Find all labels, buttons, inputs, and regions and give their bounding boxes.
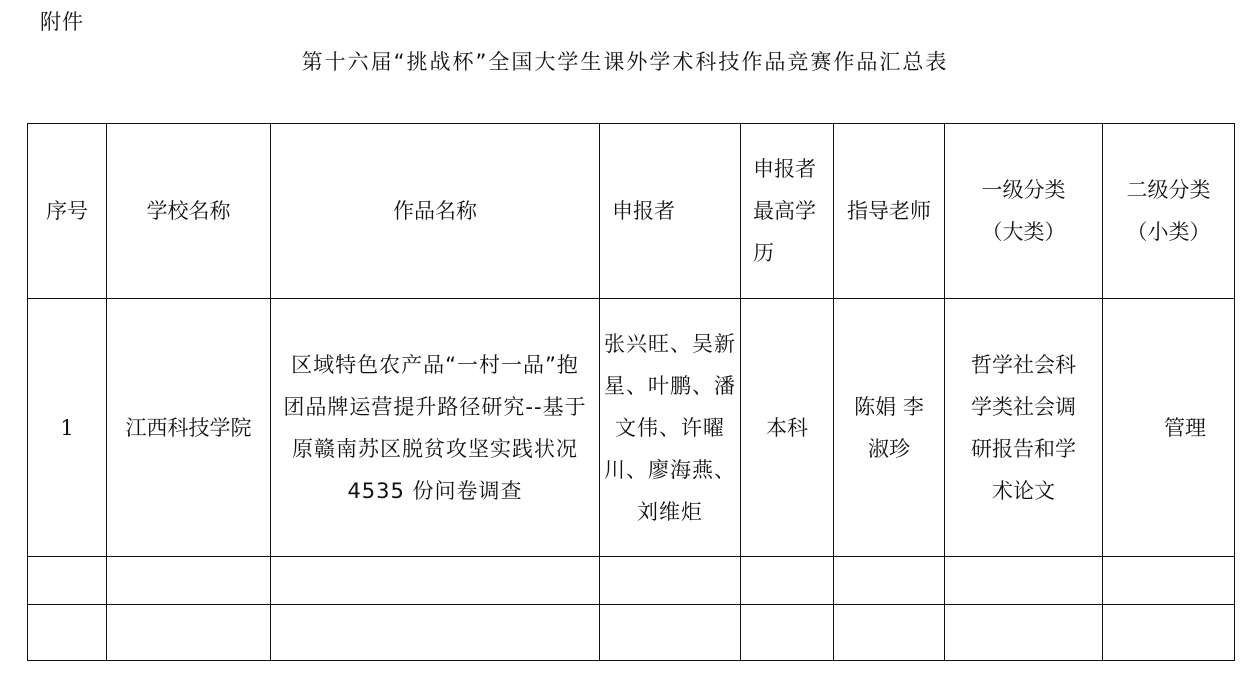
cell-category1: 哲学社会科学类社会调研报告和学术论文 xyxy=(945,299,1103,557)
header-cell-work: 作品名称 xyxy=(271,124,600,299)
summary-table xyxy=(27,123,1235,661)
cell-no: 1 xyxy=(28,299,107,557)
header-cell-no: 序号 xyxy=(28,124,107,299)
cell-category2 xyxy=(1103,605,1235,661)
header-row xyxy=(28,124,1235,299)
header-cell-category1: 一级分类（大类） xyxy=(945,124,1103,299)
cell-no xyxy=(28,605,107,661)
cell-school xyxy=(107,605,271,661)
cell-category2: 管理 xyxy=(1103,299,1235,557)
header-cell-applicants: 申报者 xyxy=(600,124,741,299)
cell-category1 xyxy=(945,557,1103,605)
header-cell-school: 学校名称 xyxy=(107,124,271,299)
cell-school xyxy=(107,557,271,605)
cell-applicants: 张兴旺、吴新星、叶鹏、潘文伟、许曜川、廖海燕、刘维炬 xyxy=(600,299,741,557)
cell-applicants xyxy=(600,605,741,661)
cell-school: 江西科技学院 xyxy=(107,299,271,557)
cell-degree xyxy=(741,605,834,661)
cell-work xyxy=(271,557,600,605)
cell-category2 xyxy=(1103,557,1235,605)
cell-advisors xyxy=(834,605,945,661)
cell-applicants xyxy=(600,557,741,605)
header-cell-degree: 申报者最高学历 xyxy=(741,124,834,299)
cell-degree xyxy=(741,557,834,605)
cell-category1 xyxy=(945,605,1103,661)
header-cell-category2: 二级分类（小类） xyxy=(1103,124,1235,299)
table-row xyxy=(28,299,1235,557)
cell-work: 区域特色农产品“一村一品”抱团品牌运营提升路径研究--基于原赣南苏区脱贫攻坚实践状况 4535 份问卷调查 xyxy=(271,299,600,557)
cell-advisors: 陈娟 李淑珍 xyxy=(834,299,945,557)
table-row xyxy=(28,557,1235,605)
attachment-label: 附件 xyxy=(40,10,84,34)
cell-advisors xyxy=(834,557,945,605)
table-row xyxy=(28,605,1235,661)
document-title: 第十六届“挑战杯”全国大学生课外学术科技作品竞赛作品汇总表 xyxy=(301,50,949,74)
cell-no xyxy=(28,557,107,605)
cell-work xyxy=(271,605,600,661)
cell-degree: 本科 xyxy=(741,299,834,557)
header-cell-advisors: 指导老师 xyxy=(834,124,945,299)
